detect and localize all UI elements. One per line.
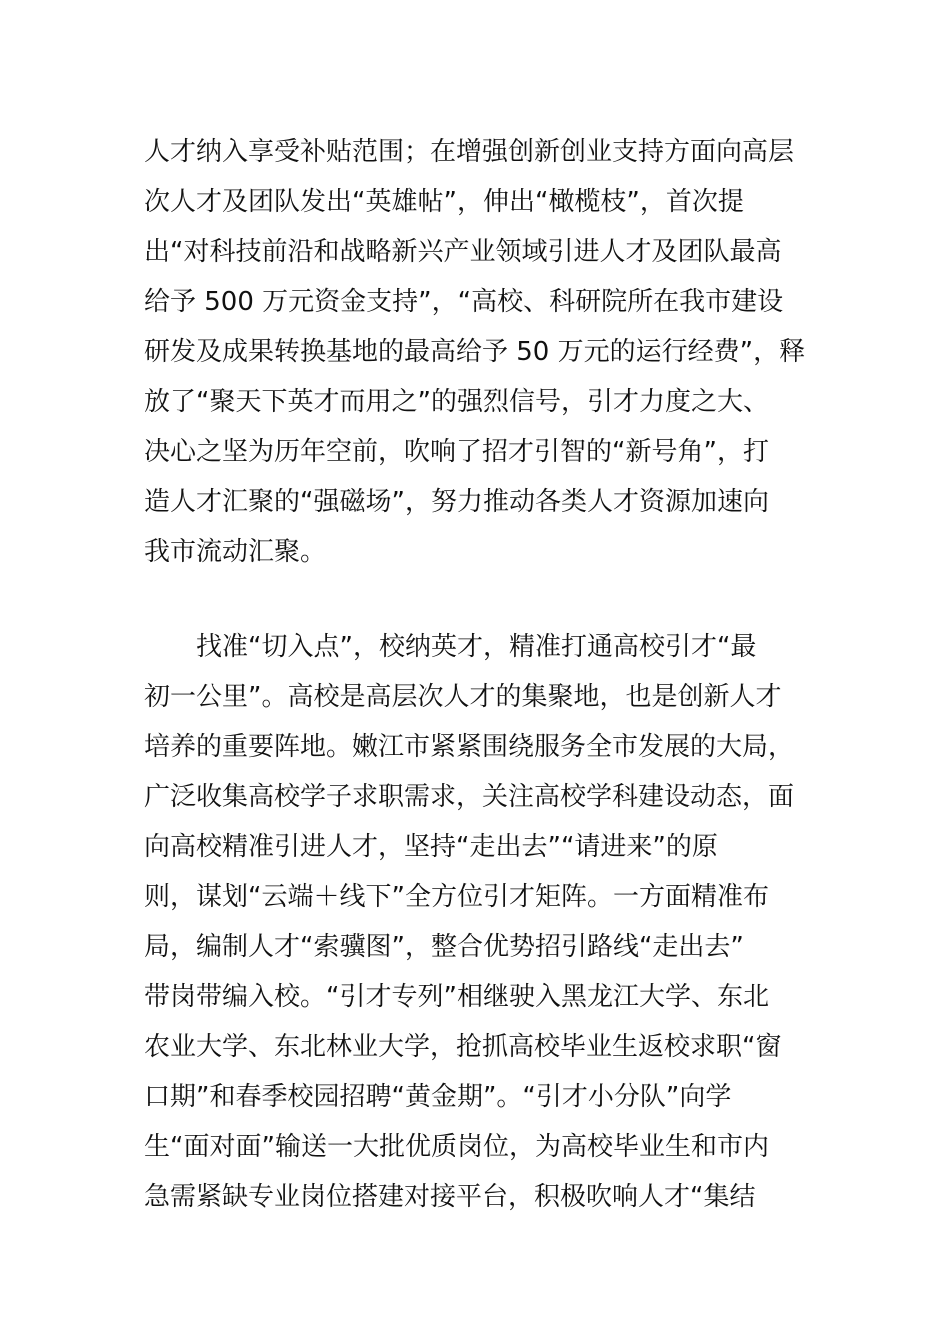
paragraph-line: 生“面对面”输送一大批优质岗位，为高校毕业生和市内 [144,1132,769,1162]
paragraph-line: 出“对科技前沿和战略新兴产业领域引进人才及团队最高 [144,237,782,267]
paragraph-line: 初一公里”。高校是高层次人才的集聚地，也是创新人才 [144,682,782,712]
paragraph-2 [144,622,824,1222]
paragraph-line: 放了“聚天下英才而用之”的强烈信号，引才力度之大、 [144,387,769,417]
paragraph-line: 广泛收集高校学子求职需求，关注高校学科建设动态，面 [144,782,795,812]
paragraph-line: 研发及成果转换基地的最高给予 50 万元的运行经费”，释 [144,337,806,367]
paragraph-line: 培养的重要阵地。嫩江市紧紧围绕服务全市发展的大局， [144,732,795,762]
paragraph-line: 次人才及团队发出“英雄帖”，伸出“橄榄枝”，首次提 [144,187,744,217]
paragraph-line: 造人才汇聚的“强磁场”，努力推动各类人才资源加速向 [144,487,769,517]
paragraph-line: 农业大学、东北林业大学，抢抓高校毕业生返校求职“窗 [144,1032,782,1062]
paragraph-line: 急需紧缺专业岗位搭建对接平台，积极吹响人才“集结 [144,1182,756,1212]
paragraph-first-line: 找准“切入点”，校纳英才，精准打通高校引才“最 [196,632,757,662]
paragraph-line: 给予 500 万元资金支持”，“高校、科研院所在我市建设 [144,287,784,317]
paragraph-line: 口期”和春季校园招聘“黄金期”。“引才小分队”向学 [144,1082,732,1112]
paragraph-line: 局，编制人才“索骥图”，整合优势招引路线“走出去” [144,932,744,962]
paragraph-1 [144,127,824,577]
paragraph-line: 我市流动汇聚。 [144,537,327,567]
paragraph-line: 向高校精准引进人才，坚持“走出去”“请进来”的原 [144,832,718,862]
paragraph-line: 则，谋划“云端＋线下”全方位引才矩阵。一方面精准布 [144,882,769,912]
paragraph-line: 带岗带编入校。“引才专列”相继驶入黑龙江大学、东北 [144,982,769,1012]
paragraph-line: 决心之坚为历年空前，吹响了招才引智的“新号角”，打 [144,437,769,467]
paragraph-line: 人才纳入享受补贴范围；在增强创新创业支持方面向高层 [144,137,795,167]
